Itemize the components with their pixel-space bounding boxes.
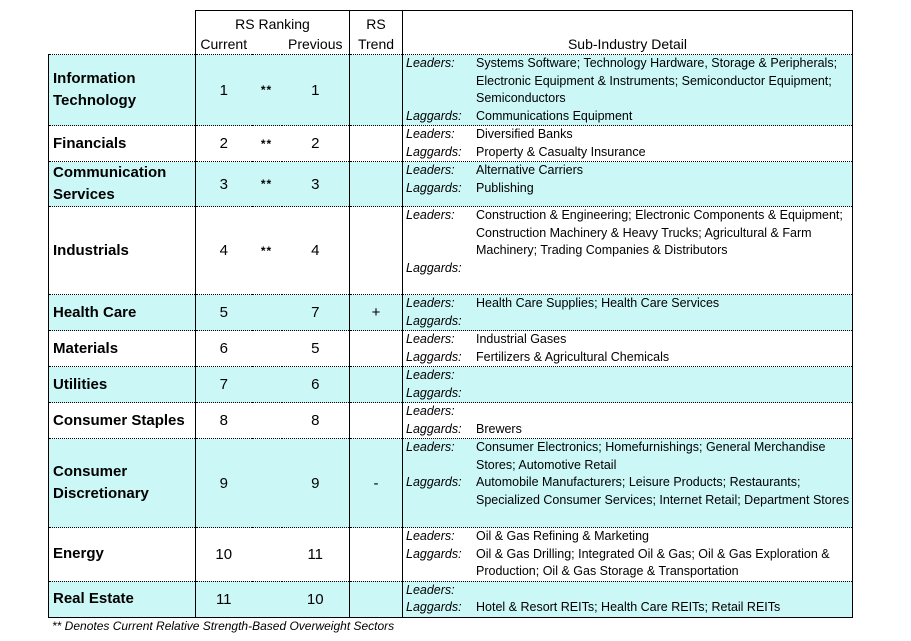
laggards-text [476,313,852,331]
current-header: Current [196,34,252,55]
current-rank: 2 [196,126,252,162]
previous-rank: 2 [282,126,350,162]
current-rank: 5 [196,295,252,331]
leaders-label: Leaders: [406,296,455,310]
leaders-label: Leaders: [406,529,455,543]
laggards-label: Laggards: [406,180,462,195]
sector-name: Materials [49,331,196,367]
leaders-text: Construction & Engineering; Electronic Components & Equipment; Construction Machinery & Heavy Trucks; Agricultural & Farm Machinery; Trading Companies & Distributors [476,208,843,257]
sector-name: Utilities [49,367,196,403]
rs-trend: + [350,295,403,331]
laggards-text: Brewers [476,421,522,436]
laggards-text: Property & Casualty Insurance [476,144,646,159]
leaders-line [406,403,852,421]
laggards-line [406,349,852,367]
table-row [49,367,853,403]
sector-name: Information Technology [49,55,196,126]
current-rank: 3 [196,162,252,207]
leaders-text: Systems Software; Technology Hardware, Storage & Peripherals; Electronic Equipment & Instruments; Semiconductor Equipment; Semiconductors [476,56,838,105]
leaders-line [406,439,852,474]
rs-trend [350,581,403,617]
trend-header: Trend [350,34,403,55]
sub-industry-detail [403,331,853,367]
rs-trend [350,367,403,403]
laggards-text: Oil & Gas Drilling; Integrated Oil & Gas; Oil & Gas Exploration & Production; Oil & Gas Storage & Transportation [476,546,830,578]
overweight-mark: ** [252,207,282,295]
laggards-label: Laggards: [406,600,462,614]
leaders-line [406,582,852,600]
overweight-mark [252,403,282,439]
leaders-label: Leaders: [406,582,455,597]
laggards-label: Laggards: [406,546,462,561]
laggards-label: Laggards: [406,385,462,400]
rs-trend [350,55,403,126]
laggards-line [406,108,852,126]
rs-trend [350,331,403,367]
leaders-line [406,331,852,349]
current-rank: 4 [196,207,252,295]
table-row [49,207,853,295]
leaders-line [406,207,852,260]
sector-name: Industrials [49,207,196,295]
rs-trend: - [350,439,403,528]
sector-name: Consumer Staples [49,403,196,439]
previous-header: Previous [288,36,343,52]
sub-industry-detail [403,528,853,582]
overweight-mark: ** [252,55,282,126]
leaders-line [406,295,852,313]
overweight-mark [252,528,282,582]
laggards-label: Laggards: [406,108,462,123]
sub-industry-detail [403,403,853,439]
laggards-label: Laggards: [406,349,462,364]
previous-rank: 11 [282,528,350,582]
leaders-text: Alternative Carriers [476,163,583,177]
rs-trend [350,126,403,162]
overweight-mark: ** [252,162,282,207]
leaders-text: Oil & Gas Refining & Marketing [476,529,649,543]
current-rank: 7 [196,367,252,403]
current-rank: 6 [196,331,252,367]
table-row [49,55,853,126]
sub-industry-detail [403,367,853,403]
table-row [49,581,853,617]
laggards-text: Hotel & Resort REITs; Health Care REITs; Retail REITs [476,600,781,614]
laggards-text: Publishing [476,180,534,195]
leaders-line [406,162,852,180]
previous-rank: 1 [282,55,350,126]
rs-trend [350,403,403,439]
laggards-label: Laggards: [406,313,462,328]
leaders-label: Leaders: [406,127,455,141]
laggards-label: Laggards: [406,144,462,159]
sector-name: Communication Services [49,162,196,207]
laggards-line [406,260,852,278]
current-rank: 1 [196,55,252,126]
rs-trend [350,162,403,207]
leaders-line [406,55,852,108]
overweight-mark [252,367,282,403]
current-rank: 11 [196,581,252,617]
leaders-text: Industrial Gases [476,332,567,346]
laggards-label: Laggards: [406,475,462,489]
leaders-label: Leaders: [406,404,455,418]
table-row [49,439,853,528]
overweight-mark [252,295,282,331]
leaders-text [476,582,852,600]
leaders-label: Leaders: [406,440,455,454]
current-rank: 10 [196,528,252,582]
leaders-label: Leaders: [406,368,455,382]
laggards-text [476,385,852,403]
sector-name: Financials [49,126,196,162]
previous-rank: 8 [282,403,350,439]
rs-trend [350,207,403,295]
footnote: ** Denotes Current Relative Strength-Based Overweight Sectors [52,619,395,633]
laggards-label: Laggards: [406,421,462,436]
leaders-label: Leaders: [406,163,455,177]
current-rank: 8 [196,403,252,439]
overweight-mark [252,439,282,528]
rs-ranking-header: RS Ranking [196,11,350,35]
laggards-text: Fertilizers & Agricultural Chemicals [476,349,670,364]
leaders-text: Health Care Supplies; Health Care Services [476,296,720,310]
overweight-mark [252,331,282,367]
laggards-line [406,385,852,403]
laggards-line [406,599,852,617]
leaders-text [476,403,852,421]
sub-industry-detail [403,162,853,207]
sub-industry-detail [403,295,853,331]
previous-rank: 7 [282,295,350,331]
laggards-text: Communications Equipment [476,108,633,123]
leaders-label: Leaders: [406,208,455,222]
leaders-label: Leaders: [406,56,455,70]
sub-industry-detail [403,439,853,528]
previous-rank: 6 [282,367,350,403]
sub-industry-detail [403,55,853,126]
table-row [49,126,853,162]
previous-rank: 5 [282,331,350,367]
laggards-text [476,260,852,278]
table-row [49,162,853,207]
laggards-text: Automobile Manufacturers; Leisure Products; Restaurants; Specialized Consumer Services; Internet Retail; Department Stores [476,475,850,507]
leaders-text: Diversified Banks [476,127,573,141]
sub-industry-detail [403,207,853,295]
rs-header: RS [350,11,403,35]
sub-industry-detail [403,126,853,162]
sector-name: Consumer Discretionary [49,439,196,528]
sub-industry-header: Sub-Industry Detail [403,34,853,55]
previous-rank: 3 [282,162,350,207]
sector-name: Health Care [49,295,196,331]
leaders-text: Consumer Electronics; Homefurnishings; General Merchandise Stores; Automotive Retail [476,440,826,472]
rs-trend [350,528,403,582]
previous-rank: 4 [282,207,350,295]
leaders-line [406,126,852,144]
current-rank: 9 [196,439,252,528]
table-row [49,403,853,439]
laggards-line [406,546,852,581]
leaders-line [406,528,852,546]
leaders-text [476,367,852,385]
sector-name: Energy [49,528,196,582]
table-row [49,295,853,331]
laggards-line [406,474,852,509]
table-row [49,331,853,367]
laggards-line [406,180,852,198]
laggards-label: Laggards: [406,260,462,275]
overweight-mark: ** [252,126,282,162]
overweight-mark [252,581,282,617]
leaders-label: Leaders: [406,332,455,346]
previous-rank: 10 [282,581,350,617]
table-row [49,528,853,582]
laggards-line [406,421,852,439]
leaders-line [406,367,852,385]
sector-ranking-table [48,10,853,618]
sub-industry-detail [403,581,853,617]
sector-name: Real Estate [49,581,196,617]
laggards-line [406,144,852,162]
previous-rank: 9 [282,439,350,528]
laggards-line [406,313,852,331]
